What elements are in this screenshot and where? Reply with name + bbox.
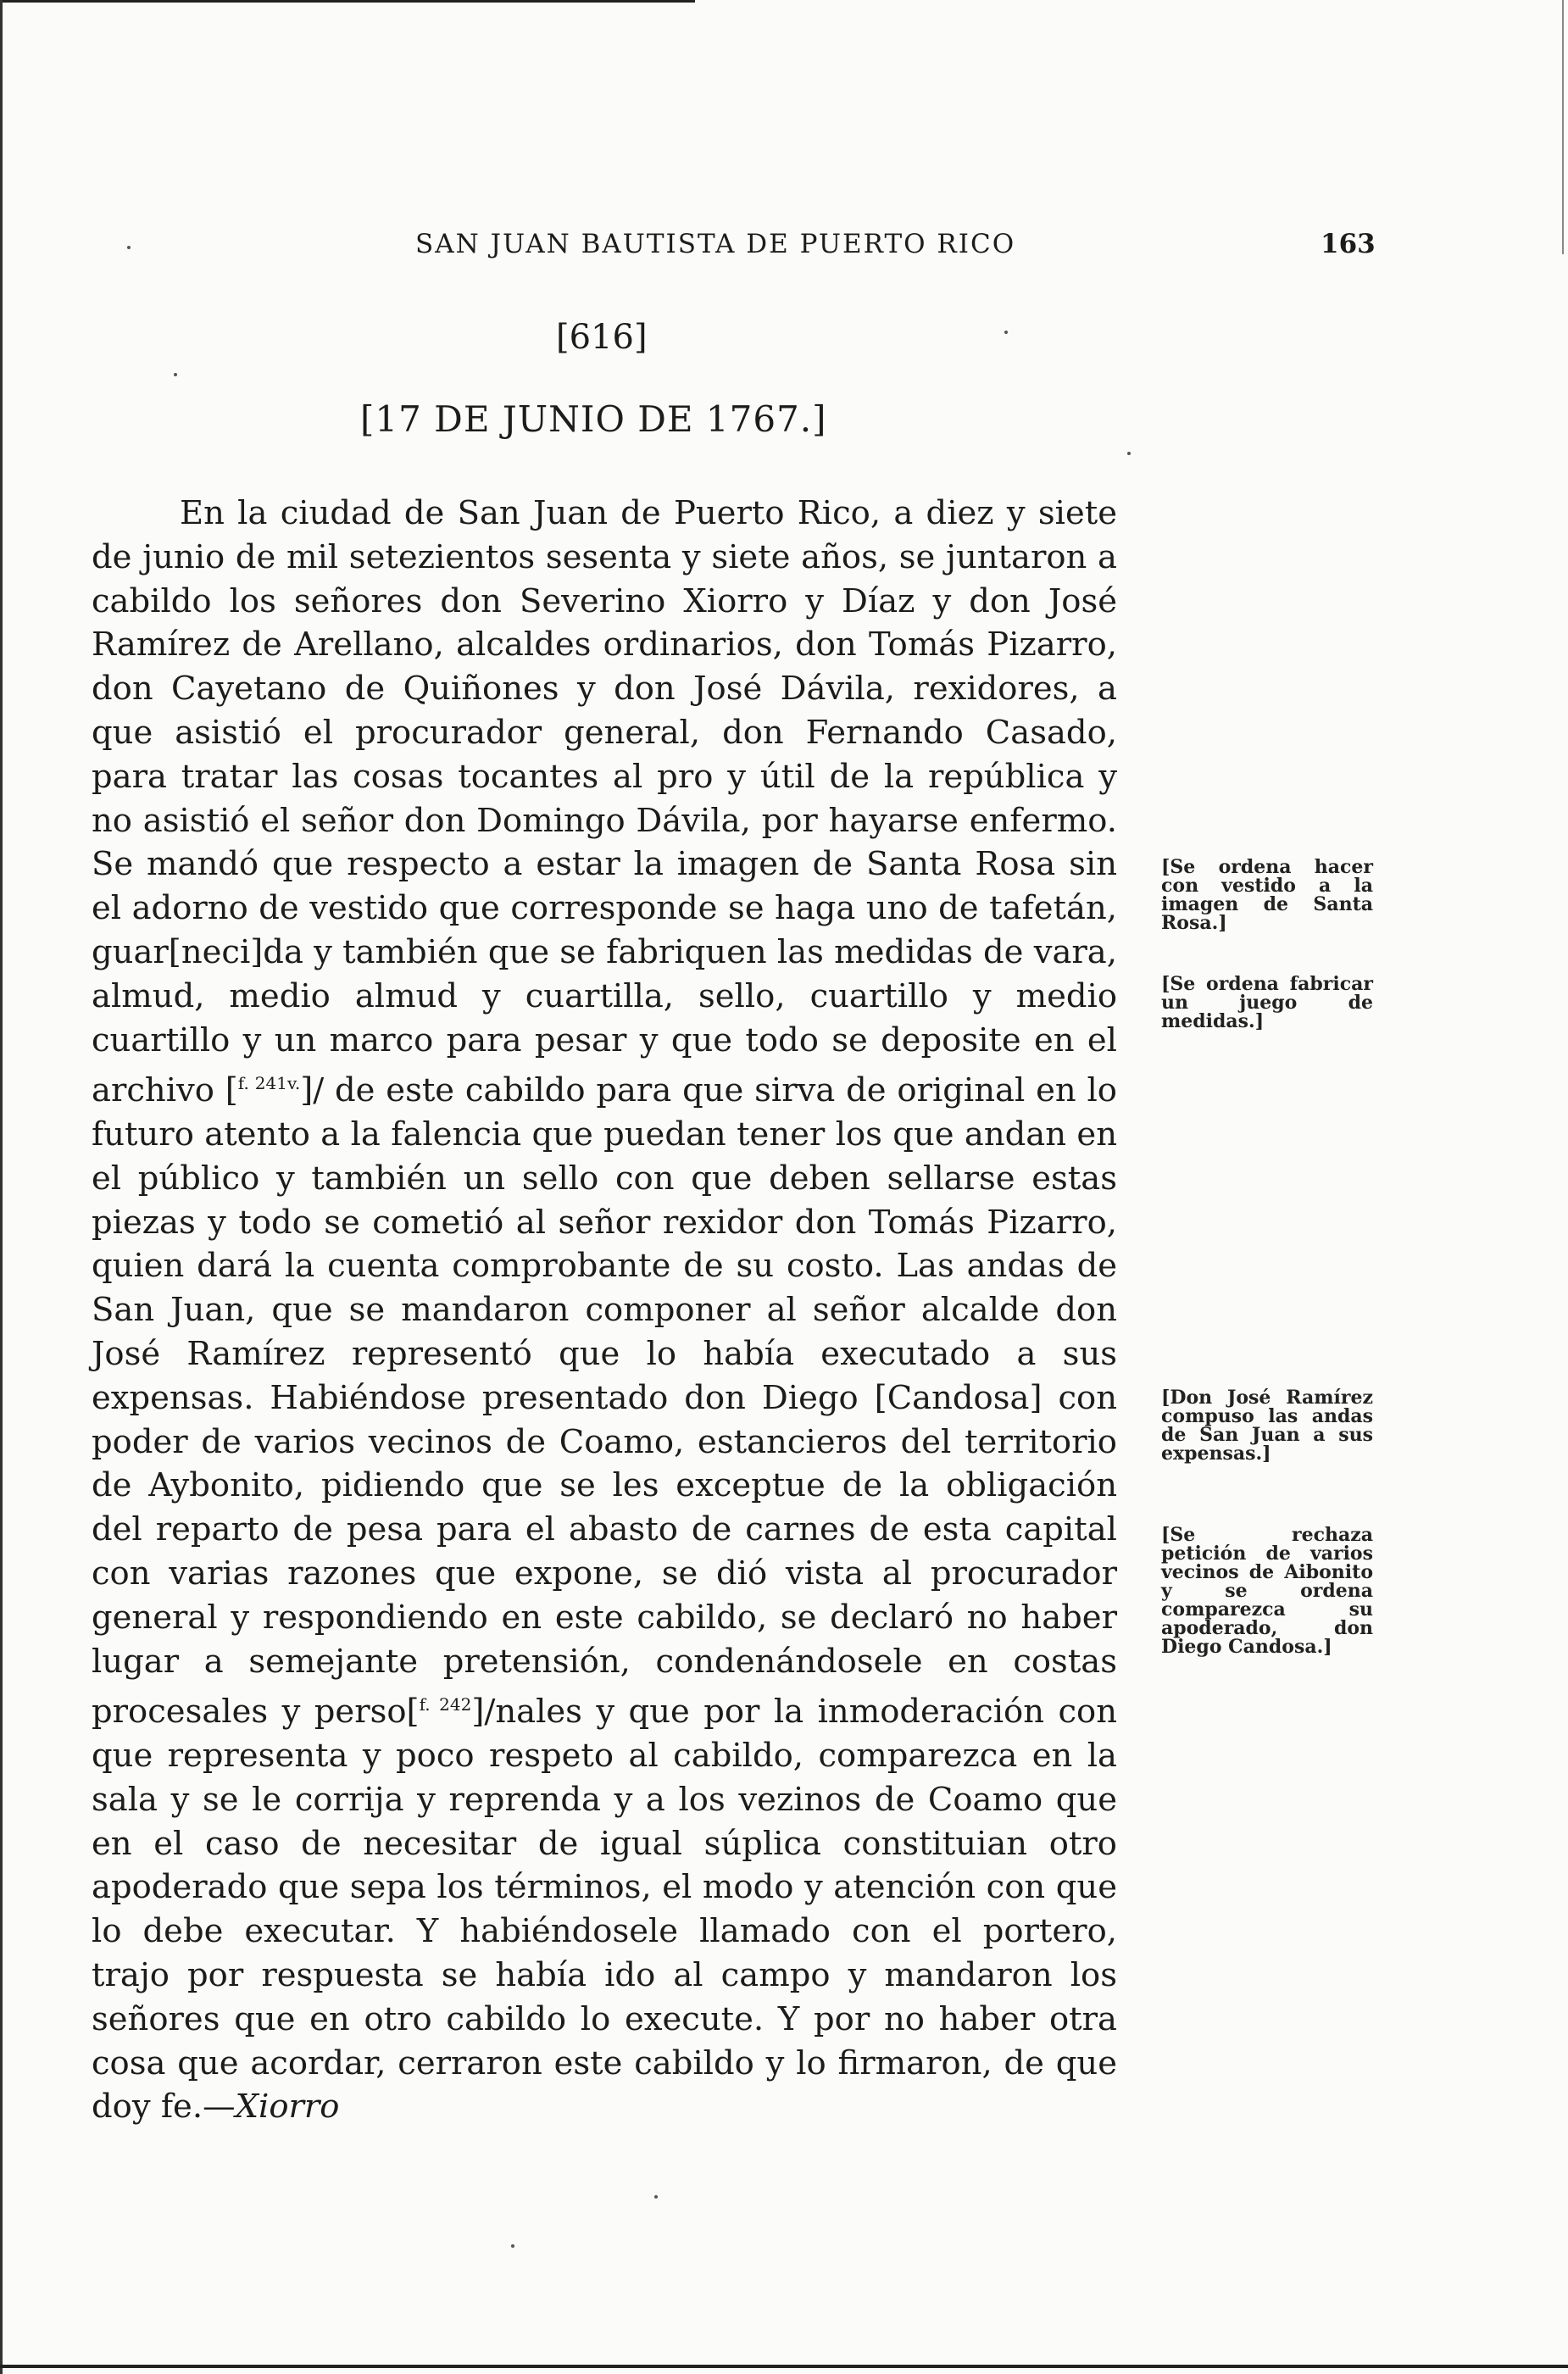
body-part-3: ]/nales y que por la inmoderación con que representa y poco respeto al cabildo, comparezca en la sala y se le corrija y reprenda y a los vezinos de Coamo que en el caso de necesitar de igual súplica constituian otro apoderado que sepa los términos, el modo y atención con que lo debe executar. Y habiéndosele llamado con el portero, trajo por respuesta se había ido al campo y mandaron los señores que en otro cabildo lo execute. Y por no haber otra cosa que acordar, cerraron este cabildo y lo firmaron, de que doy fe.— [92,1693,1117,2127]
margin-note-andas: [Don José Ramírez compuso las andas de San Juan a sus expensas.] [1161,1387,1373,1465]
document-number: [616] [556,318,648,357]
scan-speck [1127,452,1131,455]
signature-xiorro: Xiorro [235,2088,340,2127]
scan-speck [511,2244,514,2248]
margin-note-peticion: [Se rechaza petición de varios vecinos de Aibonito y se ordena comparezca su apoderado, don Diego Candosa.] [1161,1524,1373,1658]
folio-marker-241v: f. 241v. [237,1073,301,1094]
scan-speck [654,2195,658,2199]
scan-speck [127,246,131,249]
body-part-1: En la ciudad de San Juan de Puerto Rico, a diez y siete de junio de mil setezientos sesenta y siete años, se juntaron a cabildo los señores don Severino Xiorro y Díaz y don José Ramírez de Arellano, alcaldes ordinarios, don Tomás Pizarro, don Cayetano de Quiñones y don José Dávila, rexidores, a que asistió el procurador general, don Fernando Casado, para tratar las cosas tocantes al pro y útil de la república y no asistió el señor don Domingo Dávila, por hayarse enfermo. Se mandó que respecto a estar la imagen de Santa Rosa sin el adorno de vestido que corresponde se haga uno de tafetán, guar[neci]da y también que se fabriquen las medidas de vara, almud, medio almud y cuartilla, sello, cuartillo y medio cuartillo y un marco para pesar y que todo se deposite en el archivo [ [92,494,1117,1110]
running-head: SAN JUAN BAUTISTA DE PUERTO RICO [415,229,1016,259]
scan-border-left [0,0,3,2374]
body-part-2: ]/ de este cabildo para que sirva de original en lo futuro atento a la falencia que puedan tener los que andan en el público y también un sello con que deben sellarse estas piezas y todo se cometió al señor rexidor don Tomás Pizarro, quien dará la cuenta comprobante de su costo. Las andas de San Juan, que se mandaron componer al señor alcalde don José Ramírez representó que lo había executado a sus expensas. Habiéndose presentado don Diego [Candosa] con poder de varios vecinos de Coamo, estancieros del territorio de Aybonito, pidiendo que se les exceptue de la obligación del reparto de pesa para el abasto de carnes de esta capital con varias razones que expone, se dió vista al procurador general y respondiendo en este cabildo, se declaró no haber lugar a semejante pretensión, condenándosele en costas procesales y perso[ [92,1071,1117,1732]
margin-note-medidas: [Se ordena fabricar un juego de medidas.] [1161,973,1373,1032]
body-paragraph [92,492,1117,2129]
body-text [92,492,1117,2129]
page-number: 163 [1321,229,1376,259]
margin-note-santa-rosa: [Se ordena hacer con vestido a la imagen de Santa Rosa.] [1161,856,1373,934]
scan-border-bottom [0,2365,1568,2368]
scan-border-right [1562,0,1564,254]
scan-speck [1004,331,1008,334]
scan-speck [174,373,177,376]
folio-marker-242: f. 242 [419,1694,472,1715]
document-date: [17 DE JUNIO DE 1767.] [360,398,827,440]
scan-border-top [0,0,695,3]
